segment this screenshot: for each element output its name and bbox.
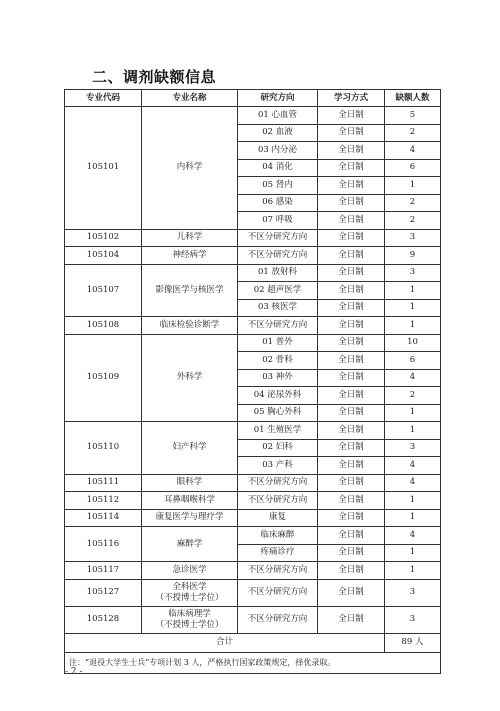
- direction-cell: 05 肾内: [238, 177, 318, 195]
- direction-cell: 不区分研究方向: [238, 492, 318, 510]
- major-code-cell: 105101: [65, 107, 142, 230]
- major-code-cell: 105108: [65, 317, 142, 335]
- footnote: 注：“退役大学生士兵”专项计划 3 人，严格执行国家政策规定，择优录取。: [65, 652, 441, 673]
- count-cell: 1: [385, 177, 441, 195]
- direction-cell: 02 超声医学: [238, 282, 318, 300]
- direction-cell: 03 内分泌: [238, 142, 318, 160]
- mode-cell: 全日制: [318, 422, 385, 440]
- major-name-cell: 麻醉学: [142, 527, 238, 562]
- mode-cell: 全日制: [318, 229, 385, 247]
- table-row: [65, 474, 441, 492]
- direction-cell: 01 放射科: [238, 264, 318, 282]
- mode-cell: 全日制: [318, 107, 385, 125]
- mode-cell: 全日制: [318, 606, 385, 633]
- major-name-cell: 影像医学与核医学: [142, 264, 238, 317]
- mode-cell: 全日制: [318, 474, 385, 492]
- mode-cell: 全日制: [318, 404, 385, 422]
- count-cell: 3: [385, 579, 441, 606]
- mode-cell: 全日制: [318, 124, 385, 142]
- direction-cell: 03 核医学: [238, 299, 318, 317]
- direction-cell: 05 胸心外科: [238, 404, 318, 422]
- table-row: [65, 527, 441, 545]
- count-cell: 9: [385, 247, 441, 265]
- table-row: [65, 229, 441, 247]
- major-code-cell: 105111: [65, 474, 142, 492]
- page-number: - 2 -: [65, 667, 83, 677]
- table-row: [65, 317, 441, 335]
- direction-cell: 不区分研究方向: [238, 229, 318, 247]
- direction-cell: 07 呼吸: [238, 212, 318, 230]
- header-direction: 研究方向: [238, 90, 318, 107]
- mode-cell: 全日制: [318, 352, 385, 370]
- count-cell: 3: [385, 229, 441, 247]
- table-row: [65, 492, 441, 510]
- major-name-cell: 急诊医学: [142, 562, 238, 580]
- count-cell: 1: [385, 492, 441, 510]
- major-name-cell: 外科学: [142, 334, 238, 422]
- table-row: [65, 579, 441, 606]
- mode-cell: 全日制: [318, 212, 385, 230]
- direction-cell: 04 消化: [238, 159, 318, 177]
- count-cell: 3: [385, 439, 441, 457]
- table-row: [65, 562, 441, 580]
- major-code-cell: 105117: [65, 562, 142, 580]
- count-cell: 2: [385, 124, 441, 142]
- table-row: [65, 334, 441, 352]
- table-row: [65, 247, 441, 265]
- mode-cell: 全日制: [318, 177, 385, 195]
- major-name-cell: 临床检验诊断学: [142, 317, 238, 335]
- major-code-cell: 105110: [65, 422, 142, 475]
- major-name-cell: 康复医学与理疗学: [142, 509, 238, 527]
- table-body: [65, 107, 441, 634]
- count-cell: 4: [385, 457, 441, 475]
- total-value: 89 人: [385, 633, 441, 652]
- mode-cell: 全日制: [318, 142, 385, 160]
- major-code-cell: 105102: [65, 229, 142, 247]
- total-label: 合计: [65, 633, 385, 652]
- mode-cell: 全日制: [318, 264, 385, 282]
- mode-cell: 全日制: [318, 527, 385, 545]
- count-cell: 1: [385, 404, 441, 422]
- count-cell: 2: [385, 387, 441, 405]
- major-name-cell: 耳鼻咽喉科学: [142, 492, 238, 510]
- header-code: 专业代码: [65, 90, 142, 107]
- vacancy-table: [64, 89, 441, 674]
- direction-cell: 03 神外: [238, 369, 318, 387]
- mode-cell: 全日制: [318, 509, 385, 527]
- mode-cell: 全日制: [318, 562, 385, 580]
- count-cell: 4: [385, 474, 441, 492]
- major-name-cell: 妇产科学: [142, 422, 238, 475]
- count-cell: 1: [385, 422, 441, 440]
- major-name-cell: 眼科学: [142, 474, 238, 492]
- table-row: [65, 107, 441, 125]
- section-heading: 二、调剂缺额信息: [92, 68, 217, 86]
- direction-cell: 04 泌尿外科: [238, 387, 318, 405]
- major-name-cell: 儿科学: [142, 229, 238, 247]
- direction-cell: 不区分研究方向: [238, 606, 318, 633]
- direction-cell: 02 妇科: [238, 439, 318, 457]
- major-code-cell: 105114: [65, 509, 142, 527]
- count-cell: 1: [385, 282, 441, 300]
- header-mode: 学习方式: [318, 90, 385, 107]
- mode-cell: 全日制: [318, 334, 385, 352]
- major-code-cell: 105104: [65, 247, 142, 265]
- direction-cell: 不区分研究方向: [238, 474, 318, 492]
- mode-cell: 全日制: [318, 159, 385, 177]
- direction-cell: 01 普外: [238, 334, 318, 352]
- major-name-cell: 临床病理学 （不授博士学位）: [142, 606, 238, 633]
- count-cell: 1: [385, 544, 441, 562]
- major-name-cell: 内科学: [142, 107, 238, 230]
- count-cell: 3: [385, 264, 441, 282]
- count-cell: 2: [385, 212, 441, 230]
- note-row: [65, 652, 441, 673]
- count-cell: 4: [385, 527, 441, 545]
- direction-cell: 不区分研究方向: [238, 317, 318, 335]
- table-header-row: [65, 90, 441, 107]
- major-code-cell: 105112: [65, 492, 142, 510]
- table-row: [65, 509, 441, 527]
- count-cell: 1: [385, 562, 441, 580]
- count-cell: 10: [385, 334, 441, 352]
- direction-cell: 02 血液: [238, 124, 318, 142]
- direction-cell: 不区分研究方向: [238, 562, 318, 580]
- mode-cell: 全日制: [318, 299, 385, 317]
- count-cell: 6: [385, 159, 441, 177]
- count-cell: 6: [385, 352, 441, 370]
- major-code-cell: 105116: [65, 527, 142, 562]
- direction-cell: 01 心血管: [238, 107, 318, 125]
- major-code-cell: 105107: [65, 264, 142, 317]
- header-count: 缺额人数: [385, 90, 441, 107]
- total-row: [65, 633, 441, 652]
- mode-cell: 全日制: [318, 457, 385, 475]
- major-name-cell: 神经病学: [142, 247, 238, 265]
- direction-cell: 康复: [238, 509, 318, 527]
- mode-cell: 全日制: [318, 387, 385, 405]
- major-code-cell: 105127: [65, 579, 142, 606]
- mode-cell: 全日制: [318, 282, 385, 300]
- mode-cell: 全日制: [318, 317, 385, 335]
- count-cell: 1: [385, 509, 441, 527]
- direction-cell: 不区分研究方向: [238, 247, 318, 265]
- count-cell: 4: [385, 142, 441, 160]
- direction-cell: 02 骨科: [238, 352, 318, 370]
- mode-cell: 全日制: [318, 579, 385, 606]
- major-code-cell: 105128: [65, 606, 142, 633]
- count-cell: 1: [385, 317, 441, 335]
- count-cell: 3: [385, 606, 441, 633]
- table-row: [65, 422, 441, 440]
- major-name-cell: 全科医学 （不授博士学位）: [142, 579, 238, 606]
- direction-cell: 01 生殖医学: [238, 422, 318, 440]
- mode-cell: 全日制: [318, 492, 385, 510]
- mode-cell: 全日制: [318, 247, 385, 265]
- table-row: [65, 264, 441, 282]
- header-name: 专业名称: [142, 90, 238, 107]
- count-cell: 2: [385, 194, 441, 212]
- direction-cell: 03 产科: [238, 457, 318, 475]
- direction-cell: 不区分研究方向: [238, 579, 318, 606]
- direction-cell: 疼痛诊疗: [238, 544, 318, 562]
- direction-cell: 临床麻醉: [238, 527, 318, 545]
- mode-cell: 全日制: [318, 194, 385, 212]
- major-code-cell: 105109: [65, 334, 142, 422]
- mode-cell: 全日制: [318, 439, 385, 457]
- mode-cell: 全日制: [318, 369, 385, 387]
- mode-cell: 全日制: [318, 544, 385, 562]
- count-cell: 4: [385, 369, 441, 387]
- count-cell: 5: [385, 107, 441, 125]
- direction-cell: 06 感染: [238, 194, 318, 212]
- table-row: [65, 606, 441, 633]
- count-cell: 1: [385, 299, 441, 317]
